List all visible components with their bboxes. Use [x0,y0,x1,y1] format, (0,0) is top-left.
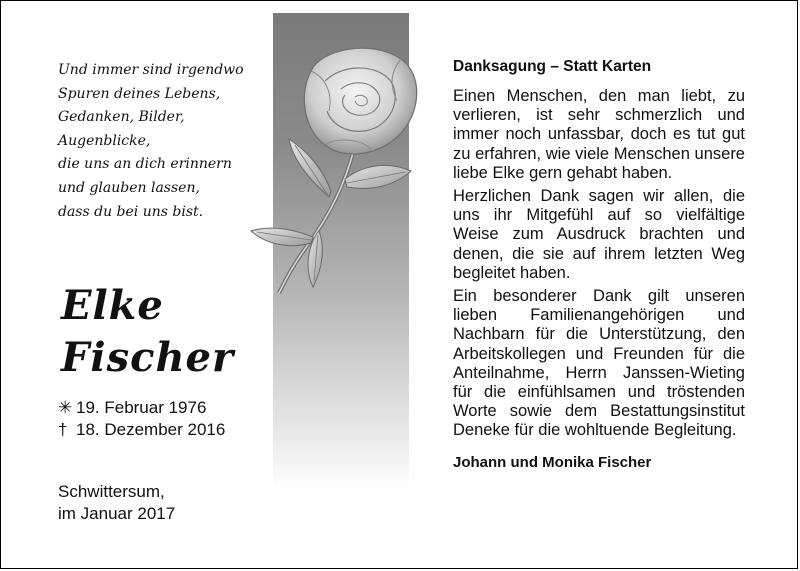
deceased-first-name: Elke [61,282,164,329]
place-line: Schwittersum, [58,482,165,501]
birth-date: 19. Februar 1976 [76,398,207,417]
memorial-poem [58,59,258,224]
poem-line: Gedanken, Bilder, [58,109,185,126]
thanks-column [453,57,745,473]
poem-line: die uns an dich erinnern [58,156,232,173]
poem-line: dass du bei uns bist. [58,203,204,220]
thanks-paragraph: Einen Menschen, den man liebt, zu verlieren, ist sehr schmerzlich und immer noch unfassbar, doch es tut gut zu erfahren, wie viele Menschen unsere liebe Elke gern gehabt haben. [453,87,745,182]
signature: Johann und Monika Fischer [453,453,652,471]
month-line: im Januar 2017 [58,504,176,523]
place-and-date [58,481,175,525]
deceased-last-name: Fischer [61,334,235,381]
death-cross-icon: † [58,420,68,439]
death-date-row [58,419,225,441]
death-date: 18. Dezember 2016 [76,420,226,439]
poem-line: Spuren deines Lebens, [58,85,221,102]
poem-line: Und immer sind irgendwo [58,62,244,78]
rose-icon [241,41,431,311]
life-dates [58,397,225,441]
thanks-heading: Danksagung – Statt Karten [453,58,652,75]
birth-star-icon: ✳ [58,398,73,417]
thanks-paragraph: Ein besonderer Dank gilt unseren lieben Familienangehörigen und Nachbarn für die Unterstützung, den Arbeitskollegen und Freunden für die Anteilnahme, Herrn Janssen-Wieting für die einfühlsamen und tröstenden Worte sowie dem Bestattungsinstitut Deneke für die wohltuende Begleitung. [453,287,745,440]
birth-date-row [58,397,225,419]
poem-line: Augenblicke, [58,132,151,149]
poem-line: und glauben lassen, [58,179,200,196]
thanks-paragraph: Herzlichen Dank sagen wir allen, die uns ihr Mitgefühl auf so vielfältige Weise zum Ausdruck brachten und denen, die sie auf ihrem letzten Weg begleitet haben. [453,187,745,282]
